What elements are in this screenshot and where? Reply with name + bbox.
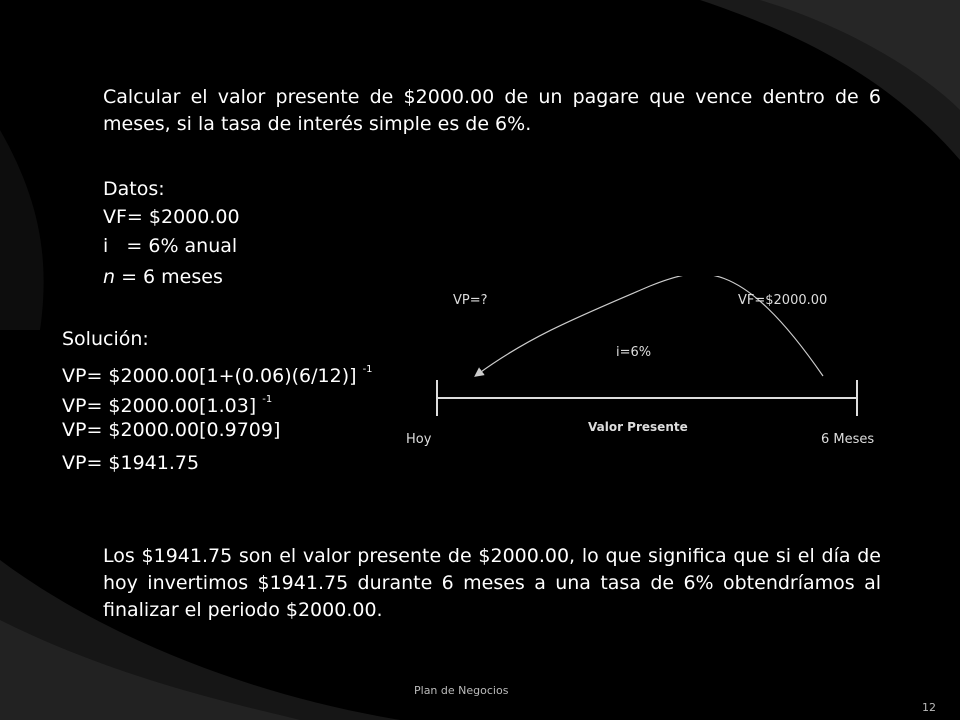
solucion-line-1-text: VP= $2000.00[1+(0.06)(6/12)] (62, 365, 363, 387)
vf-label: VF=$2000.00 (738, 293, 828, 308)
footer-text: Plan de Negocios (414, 684, 509, 697)
end-label: 6 Meses (821, 432, 875, 447)
solucion-line-2-exponent: -1 (262, 394, 273, 405)
n-variable: n (103, 266, 116, 288)
datos-n (103, 264, 223, 291)
solucion-line-1-exponent: -1 (362, 364, 373, 375)
diagram-caption: Valor Presente (588, 420, 688, 434)
datos-title: Datos: (103, 178, 165, 200)
conclusion-paragraph: Los $1941.75 son el valor presente de $2000.00, lo que significa que si el día de hoy invertimos $1941.75 durante 6 meses a una tasa de 6% obtendríamos al finalizar el periodo $2000.00. (103, 545, 881, 621)
discount-arc (478, 276, 823, 376)
solucion-line-1 (62, 356, 373, 390)
solucion-line-2-text: VP= $2000.00[1.03] (62, 395, 263, 417)
solucion-line-3: VP= $2000.00[0.9709] (62, 419, 281, 441)
start-label: Hoy (406, 432, 432, 447)
rate-label: i=6% (616, 345, 652, 360)
solucion-line-4: VP= $1941.75 (62, 452, 200, 474)
n-value: = 6 meses (115, 266, 223, 288)
page-number: 12 (922, 701, 936, 714)
datos-vf: VF= $2000.00 (103, 206, 240, 228)
solucion-title: Solución: (62, 328, 149, 350)
datos-i: i = 6% anual (103, 235, 238, 257)
timeline-diagram (400, 276, 880, 456)
solucion-line-2 (62, 386, 272, 420)
vp-label: VP=? (453, 293, 488, 308)
problem-statement: Calcular el valor presente de $2000.00 de un pagare que vence dentro de 6 meses, si la tasa de interés simple es de 6%. (103, 86, 881, 135)
